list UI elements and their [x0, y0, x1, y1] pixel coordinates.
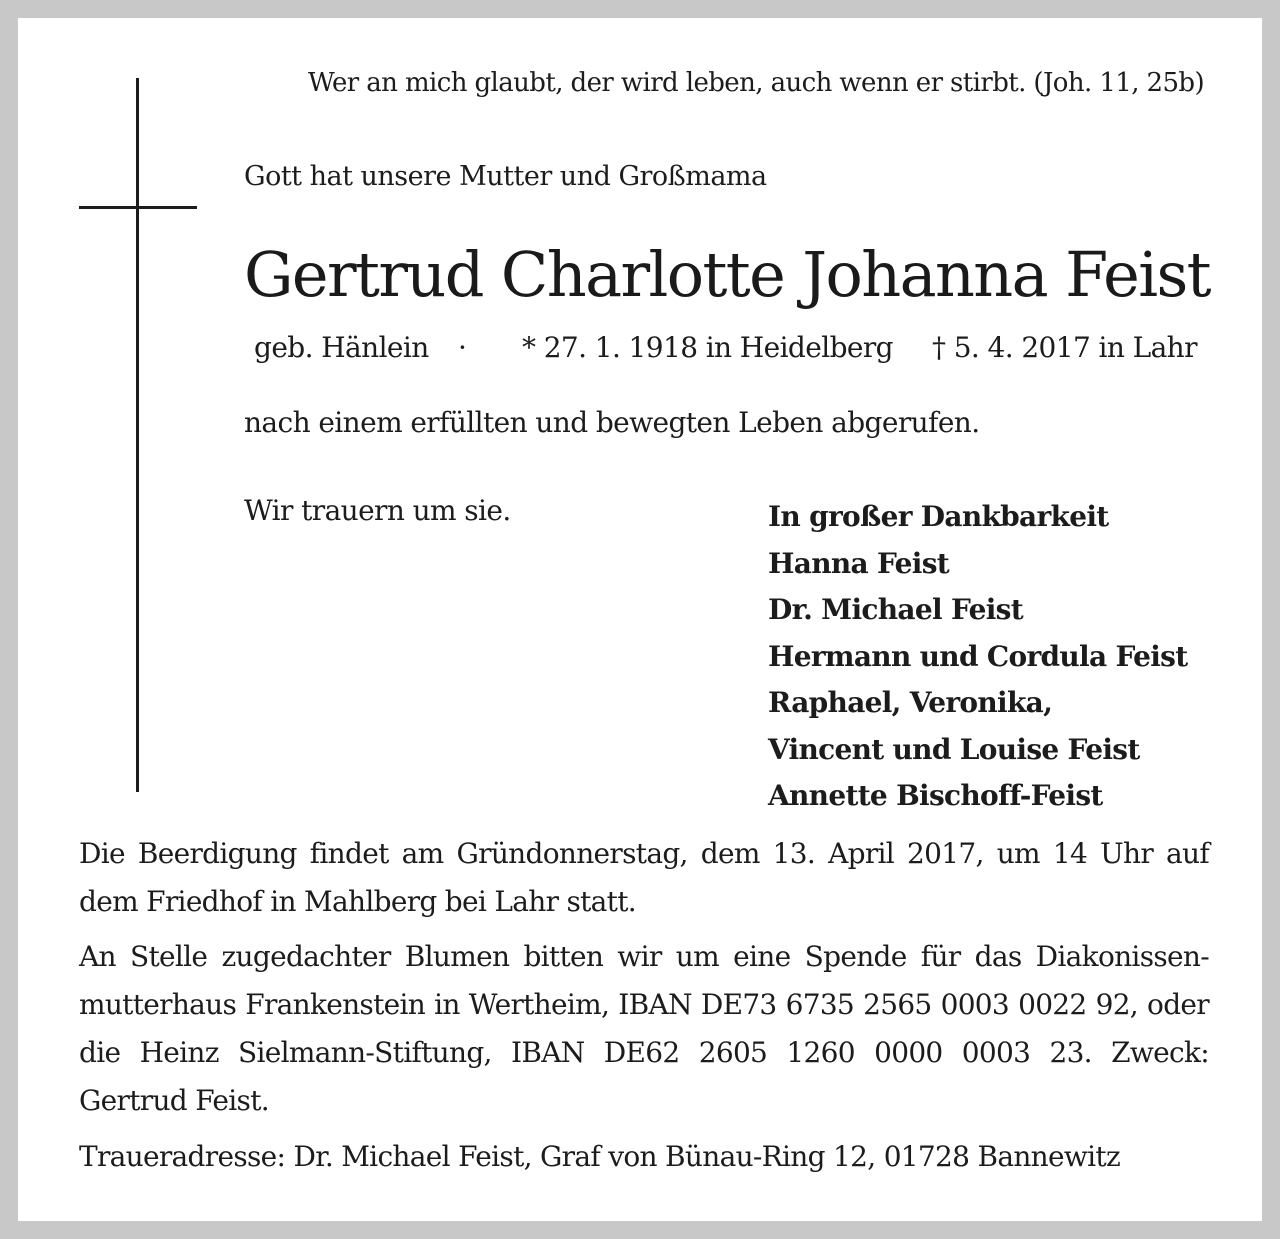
obituary-notice	[18, 18, 1262, 1221]
funeral-info: Die Beerdigung findet am Gründonnerstag, dem 13. April 2017, um 14 Uhr auf dem Friedhof in Mahlberg bei Lahr statt.	[79, 837, 1209, 918]
mourner-line: Hermann und Cordula Feist	[768, 639, 1188, 673]
life-separator: ·	[458, 331, 467, 364]
donation-info: An Stelle zugedachter Blumen bitten wir um eine Spende für das Diakonissen-mutterhaus Frankenstein in Wertheim, IBAN DE73 6735 2565 0003 0022 92, oder die Heinz Sielmann-Stiftung, IBAN DE62 2605 1260 0000 0003 23. Zweck: Gertrud Feist.	[79, 940, 1209, 1117]
mourner-line: In großer Dankbarkeit	[768, 500, 1109, 533]
mourners-list	[768, 494, 1187, 820]
mourner-line: Vincent und Louise Feist	[768, 732, 1140, 766]
bible-verse: Wer an mich glaubt, der wird leben, auch wenn er stirbt. (Joh. 11, 25b)	[307, 68, 1204, 98]
mourner-line: Annette Bischoff-Feist	[768, 779, 1103, 812]
mourning-line: Wir trauern um sie.	[244, 494, 511, 527]
birth-name: geb. Hänlein	[254, 331, 429, 364]
intro-line: Gott hat unsere Mutter und Großmama	[244, 161, 767, 192]
called-line: nach einem erfüllten und bewegten Leben abgerufen.	[244, 406, 980, 439]
mourner-line: Dr. Michael Feist	[768, 593, 1023, 626]
deceased-name: Gertrud Charlotte Johanna Feist	[244, 238, 1210, 311]
death-date: † 5. 4. 2017 in Lahr	[932, 331, 1197, 364]
mourner-line: Hanna Feist	[768, 546, 949, 580]
cross-icon-bar	[79, 206, 197, 209]
cross-icon	[136, 78, 139, 792]
mourner-line: Raphael, Veronika,	[768, 686, 1053, 719]
birth-date: * 27. 1. 1918 in Heidelberg	[522, 331, 893, 364]
mourning-address: Traueradresse: Dr. Michael Feist, Graf von Bünau-Ring 12, 01728 Bannewitz	[79, 1140, 1120, 1173]
